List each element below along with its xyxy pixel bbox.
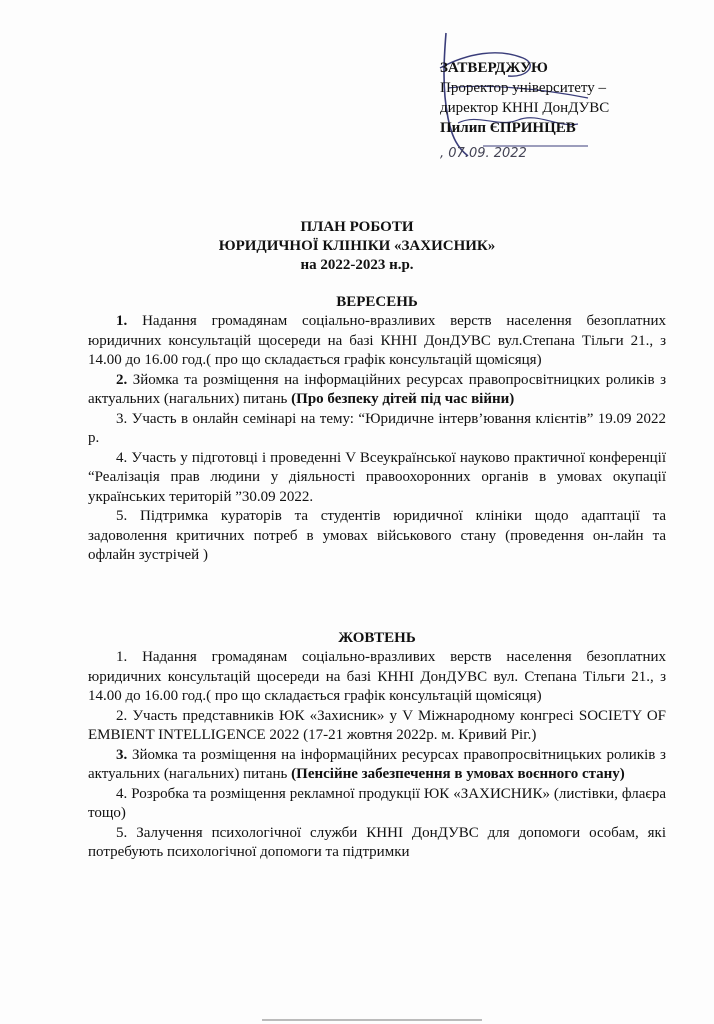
title-line-3: на 2022-2023 н.р. [300, 257, 414, 273]
item-text: Залучення психологічної служби КННІ ДонДУВС для допомоги особам, які потребують психологічної допомоги та підтримки [88, 824, 667, 860]
item-number: 1. [116, 649, 128, 665]
item-text: Надання громадянам соціально-вразливих верств населення безоплатних юридичних консультацій щосереди на базі КННІ ДонДУВС вул.Степана Тільги 21., з 14.00 до 16.00 год.( про що складається графік консультацій щомісяця) [88, 313, 666, 368]
item-text: Надання громадянам соціально-вразливих верств населення безоплатних юридичних консультацій щосереди на базі КННІ ДонДУВС вул. Степана Тільги 21., з 14.00 до 16.00 год.( про що складається графік консультацій щомісяця) [88, 649, 666, 704]
list-item [88, 312, 666, 371]
item-number: 5. [116, 824, 128, 841]
item-number: 4. [116, 449, 128, 466]
section-september [88, 292, 666, 566]
list-item [88, 410, 666, 449]
list-item [88, 371, 666, 410]
item-text: Підтримка кураторів та студентів юридичної клініки щодо адаптації та задоволення критичних потреб в умовах військового стану (проведення он-лайн та офлайн зустрічей ) [88, 508, 666, 563]
list-item [88, 449, 666, 508]
item-text: Зйомка та розміщення на інформаційних ресурсах правопросвітницких роликів з актуальних (нагальних) питань [88, 371, 666, 407]
item-number: 2. [116, 707, 128, 724]
approval-date: , 07.09. 2022 [440, 146, 527, 161]
item-number: 5. [116, 508, 128, 524]
list-item [88, 707, 666, 746]
item-text: Участь у підготовці і проведенні V Всеукраїнської науково практичної конференції “Реалізація прав людини у діяльності правоохоронних органів в умовах окупації українських територій ”30.09 2022. [88, 449, 667, 505]
list-item [88, 746, 666, 785]
section-heading-october: ЖОВТЕНЬ [338, 630, 416, 646]
list-item [88, 785, 666, 824]
approval-block [440, 58, 609, 164]
item-text: Зйомка та розміщення на інформаційних ресурсах правопросвітницьких роликів з актуальних (нагальних) питань [88, 746, 666, 782]
item-number: 3. [116, 746, 128, 763]
approval-position-line1: Проректор університету – [440, 80, 607, 96]
item-number: 2. [116, 371, 128, 388]
page-edge-line [262, 1019, 482, 1021]
document-title [0, 218, 714, 275]
item-bold-text: (Про безпеку дітей під час війни) [291, 391, 515, 407]
item-number: 1. [116, 313, 128, 329]
list-item [88, 648, 666, 707]
list-item [88, 507, 666, 566]
approval-position-line2: директор КННІ ДонДУВС [440, 100, 610, 116]
approver-name: Пилип ЄПРИНЦЕВ [440, 120, 576, 136]
item-text: Участь в онлайн семінарі на тему: “Юридичне інтерв’ювання клієнтів” 19.09 2022 р. [88, 410, 667, 446]
item-number: 3. [116, 410, 128, 427]
title-line-2: ЮРИДИЧНОЇ КЛІНІКИ «ЗАХИСНИК» [218, 238, 496, 254]
item-text: Участь представників ЮК «Захисник» у V Міжнародному конгресі SOCIETY OF EMBIENT INTELLIGENCE 2022 (17-21 жовтня 2022р. м. Кривий Ріг.) [88, 707, 666, 743]
item-bold-text: (Пенсійне забезпечення в умовах воєнного стану) [291, 766, 625, 782]
item-text: Розробка та розміщення рекламної продукції ЮК «ЗАХИСНИК» (листівки, флаєра тощо) [88, 785, 666, 821]
section-october [88, 628, 666, 863]
item-number: 4. [116, 785, 128, 802]
section-heading-september: ВЕРЕСЕНЬ [336, 294, 418, 310]
list-item [88, 824, 666, 863]
title-line-1: ПЛАН РОБОТИ [300, 219, 414, 235]
approval-date-value: 07.09. 2022 [448, 146, 527, 161]
approval-heading: ЗАТВЕРДЖУЮ [440, 60, 548, 76]
